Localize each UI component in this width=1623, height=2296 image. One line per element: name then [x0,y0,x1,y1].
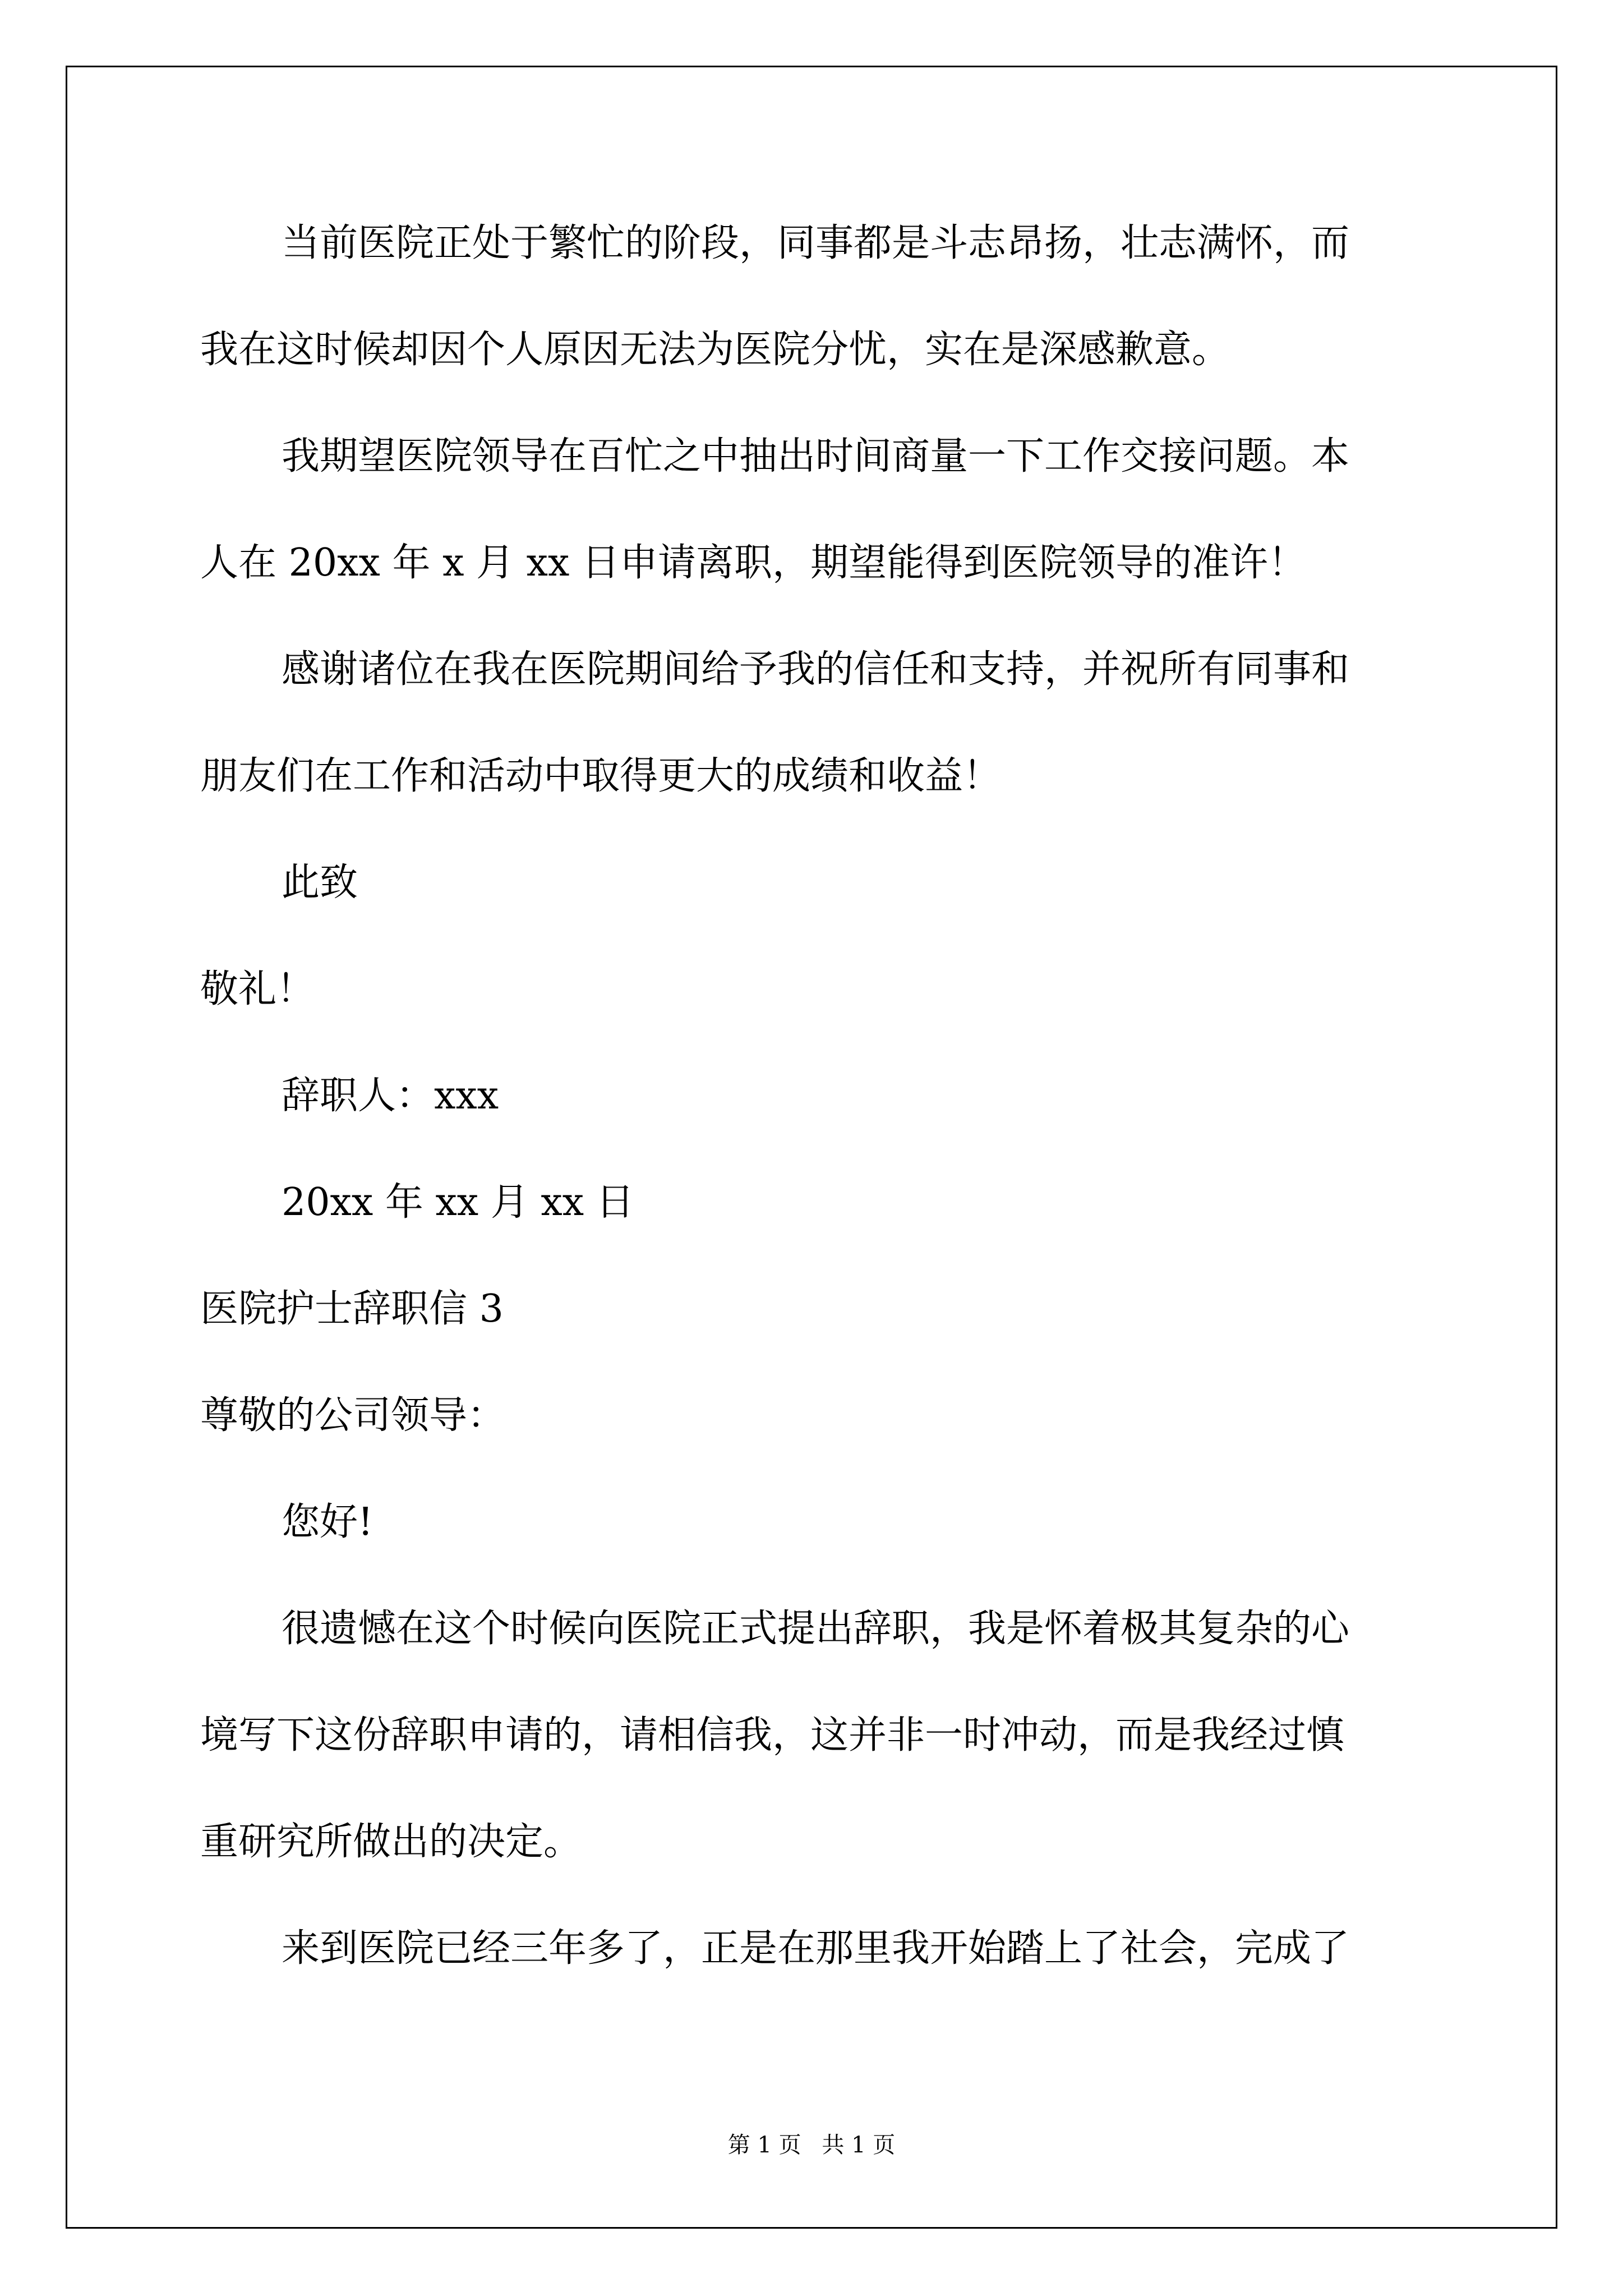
page-border [66,66,1557,2229]
paragraph-line: 我在这时候却因个人原因无法为医院分忧，实在是深感歉意。 [200,328,1230,372]
signature-date: 20xx 年 xx 月 xx 日 [282,1180,634,1225]
paragraph-line: 朋友们在工作和活动中取得更大的成绩和收益！ [200,754,1002,798]
page-number: 第 1 页 [727,2132,801,2158]
paragraph-line: 境写下这份辞职申请的，请相信我，这并非一时冲动，而是我经过慎 [200,1713,1345,1757]
salutation-closing: 此致 [282,861,358,905]
paragraph-line: 人在 20xx 年 x 月 xx 日申请离职，期望能得到医院领导的准许！ [200,541,1306,585]
paragraph-line: 重研究所做出的决定。 [200,1820,582,1864]
recipient-greeting: 尊敬的公司领导： [200,1393,506,1438]
paragraph-line: 很遗憾在这个时候向医院正式提出辞职，我是怀着极其复杂的心 [282,1607,1350,1651]
greeting: 您好! [282,1500,374,1544]
paragraph-line: 当前医院正处于繁忙的阶段，同事都是斗志昂扬，壮志满怀，而 [282,221,1350,265]
paragraph-line: 来到医院已经三年多了，正是在那里我开始踏上了社会，完成了 [282,1926,1350,1971]
signature-name: 辞职人：xxx [282,1074,499,1118]
section-title: 医院护士辞职信 3 [200,1287,504,1331]
salutation-regards: 敬礼！ [200,967,315,1011]
page-total: 共 1 页 [822,2132,896,2158]
page-footer [0,2127,1623,2159]
paragraph-line: 我期望医院领导在百忙之中抽出时间商量一下工作交接问题。本 [282,434,1350,478]
paragraph-line: 感谢诸位在我在医院期间给予我的信任和支持，并祝所有同事和 [282,647,1350,692]
